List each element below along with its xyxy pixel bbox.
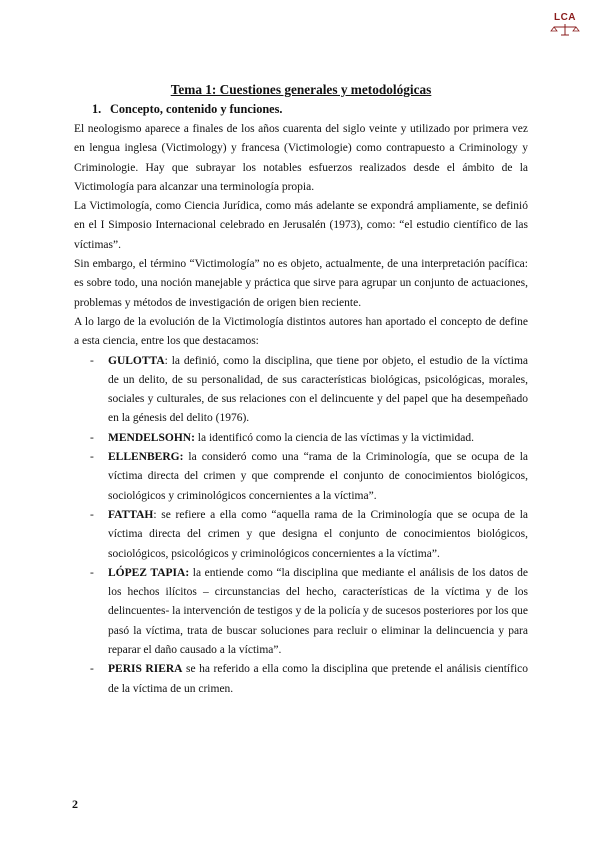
author-definition: la entiende como “la disciplina que mediante el análisis de los datos de los hechos ilícitos – circunstancias del hecho, características de la víctima y de los delincuentes- la intervención de testigos y de la policía y de sucesos posteriores por los que pasó la víctima, trata de buscar soluciones para recluir o eliminar la delincuencia y para reparar el daño causado a la víctima”.	[108, 566, 529, 657]
list-item	[74, 448, 528, 506]
author-definition: se ha referido a ella como la disciplina que pretende el análisis científico de la víctima de un crimen.	[108, 663, 529, 695]
list-item	[74, 429, 528, 448]
document-page	[74, 82, 528, 699]
list-dash: -	[90, 451, 94, 464]
authors-list	[74, 352, 528, 699]
logo-text: LCA	[553, 12, 577, 23]
list-item	[74, 660, 528, 699]
list-dash: -	[90, 566, 94, 579]
author-name: FATTAH	[108, 508, 154, 521]
header-logo	[546, 12, 584, 37]
list-item	[74, 352, 528, 429]
section-title: Concepto, contenido y funciones.	[110, 102, 283, 116]
list-item	[74, 506, 528, 564]
author-name: LÓPEZ TAPIA:	[108, 566, 190, 579]
list-dash: -	[90, 663, 94, 676]
scales-icon	[550, 23, 580, 37]
list-dash: -	[90, 431, 94, 444]
author-name: ELLENBERG:	[108, 451, 184, 464]
paragraph-3: Sin embargo, el término “Victimología” no es objeto, actualmente, de una interpretación pacífica: es sobre todo, una noción manejable y práctica que sirve para agrupar un conjunto de actuaciones, problemas y métodos de investigación de origen bien reciente.	[74, 258, 528, 309]
list-item	[74, 564, 528, 660]
list-dash: -	[90, 354, 94, 367]
author-definition: la consideró como una “rama de la Criminología, que se ocupa de la víctima directa del crimen y que comprende el conjunto de conocimientos biológicos, sociológicos y criminológicos concernientes a la víctima”.	[108, 451, 528, 502]
section-heading	[92, 102, 528, 117]
author-name: MENDELSOHN:	[108, 431, 195, 444]
list-dash: -	[90, 508, 94, 521]
author-definition: : la definió, como la disciplina, que tiene por objeto, el estudio de la víctima de un delito, de su personalidad, de sus características biológicas, psicológicas, morales, sociales y culturales, de sus relaciones con el delincuente y del papel que ha desempeñado en la génesis del delito (1976).	[108, 354, 528, 425]
paragraph-2: La Victimología, como Ciencia Jurídica, como más adelante se expondrá ampliamente, se definió en el I Simposio Internacional celebrado en Jerusalén (1973), como: “el estudio científico de las víctimas”.	[74, 200, 528, 251]
paragraph-4: A lo largo de la evolución de la Victimología distintos autores han aportado el concepto de define a esta ciencia, entre los que destacamos:	[74, 315, 528, 348]
author-name: PERIS RIERA	[108, 663, 183, 676]
author-definition: : se refiere a ella como “aquella rama de la Criminología que se ocupa de la víctima directa del crimen y que designa el conjunto de conocimientos biológicos, sociológicos, psicológicos y criminológicos concernientes a la víctima”.	[108, 508, 528, 560]
document-title: Tema 1: Cuestiones generales y metodológicas	[170, 82, 432, 97]
author-definition: la identificó como la ciencia de las víctimas y la victimidad.	[194, 431, 475, 444]
paragraph-1: El neologismo aparece a finales de los años cuarenta del siglo veinte y utilizado por primera vez en lengua inglesa (Victimology) y francesa (Victimologie) como contrapuesto a Criminology y Criminologie. Hay que subrayar los notables esfuerzos realizados desde el ámbito de la Victimología para alcanzar una terminología propia.	[74, 123, 528, 193]
author-name: GULOTTA	[108, 354, 165, 367]
section-number: 1.	[92, 102, 102, 116]
page-number: 2	[72, 797, 78, 811]
